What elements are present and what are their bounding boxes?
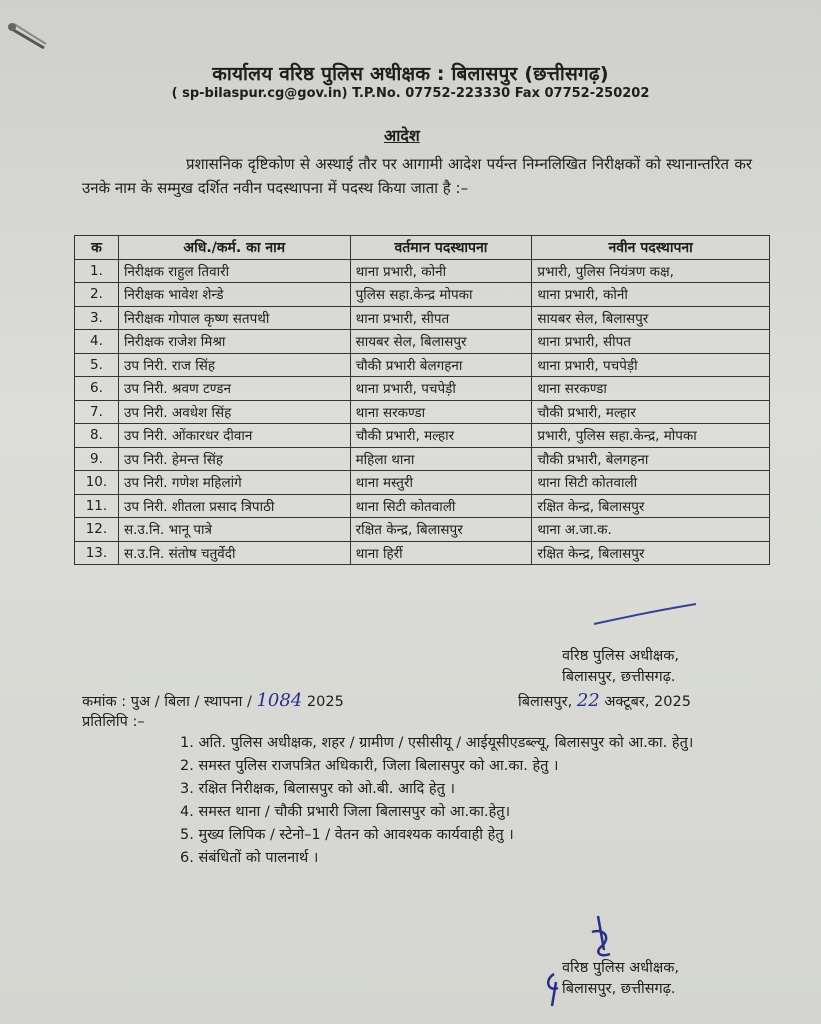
cell-serial: 7. [75,400,119,424]
table-row [75,471,770,495]
cell-new: थाना प्रभारी, कोनी [532,283,770,307]
col-header-current-posting: वर्तमान पदस्थापना [350,236,532,260]
cell-serial: 5. [75,353,119,377]
cell-current: रक्षित केन्द्र, बिलासपुर [350,518,532,542]
cell-new: चौकी प्रभारी, मल्हार [532,400,770,424]
transfer-table [74,235,770,565]
signatory-location: बिलासपुर, छत्तीसगढ़. [562,669,676,685]
cell-name: निरीक्षक भावेश शेन्डे [118,283,350,307]
cell-serial: 12. [75,518,119,542]
table-row [75,447,770,471]
cell-name: निरीक्षक राहुल तिवारी [118,259,350,283]
cell-current: चौकी प्रभारी बेलगहना [350,353,532,377]
cell-new: थाना सरकण्डा [532,377,770,401]
cell-current: महिला थाना [350,447,532,471]
cell-name: स.उ.नि. संतोष चतुर्वेदी [118,541,350,565]
cell-serial: 10. [75,471,119,495]
list-item: 1. अति. पुलिस अधीक्षक, शहर / ग्रामीण / एसीसीयू / आईयूसीएडब्ल्यू, बिलासपुर को आ.का. हेतु। [180,735,694,751]
cell-name: उप निरी. शीतला प्रसाद त्रिपाठी [118,494,350,518]
cell-new: रक्षित केन्द्र, बिलासपुर [532,541,770,565]
table-row [75,353,770,377]
office-title: कार्यालय वरिष्ठ पुलिस अधीक्षक : बिलासपुर (छत्तीसगढ़) [212,63,609,85]
date-place: बिलासपुर, [518,694,573,710]
signatory-location: बिलासपुर, छत्तीसगढ़. [562,981,676,997]
cell-name: उप निरी. ओंकारधर दीवान [118,424,350,448]
cell-name: निरीक्षक राजेश मिश्रा [118,330,350,354]
list-item: 5. मुख्य लिपिक / स्टेनो–1 / वेतन को आवश्यक कार्यवाही हेतु । [180,827,514,843]
cell-new: चौकी प्रभारी, बेलगहना [532,447,770,471]
table-row [75,330,770,354]
date-month-year: अक्टूबर, 2025 [604,694,691,710]
cell-new: सायबर सेल, बिलासपुर [532,306,770,330]
reference-handwritten-number: 1084 [256,690,303,711]
order-date [518,690,691,713]
cell-serial: 4. [75,330,119,354]
cell-name: उप निरी. श्रवण टण्डन [118,377,350,401]
cell-current: थाना सिटी कोतवाली [350,494,532,518]
cell-current: थाना मस्तुरी [350,471,532,495]
table-row [75,400,770,424]
cell-serial: 2. [75,283,119,307]
date-handwritten-day: 22 [576,690,600,711]
reference-number [82,690,344,713]
cell-name: स.उ.नि. भानू पात्रे [118,518,350,542]
col-header-name: अधि./कर्म. का नाम [118,236,350,260]
cell-new: प्रभारी, पुलिस नियंत्रण कक्ष, [532,259,770,283]
cell-current: थाना प्रभारी, पचपेड़ी [350,377,532,401]
cell-serial: 9. [75,447,119,471]
list-item: 6. संबंधितों को पालनार्थ । [180,850,319,866]
signatory-designation: वरिष्ठ पुलिस अधीक्षक, [562,648,680,664]
cell-new: थाना अ.जा.क. [532,518,770,542]
copies-list [180,732,760,870]
cell-new: थाना सिटी कोतवाली [532,471,770,495]
cell-name: उप निरी. अवधेश सिंह [118,400,350,424]
cell-name: उप निरी. हेमन्त सिंह [118,447,350,471]
table-row [75,518,770,542]
reference-year: 2025 [306,694,344,710]
cell-serial: 6. [75,377,119,401]
signatory-designation: वरिष्ठ पुलिस अधीक्षक, [562,960,680,976]
cell-serial: 8. [75,424,119,448]
cell-current: पुलिस सहा.केन्द्र मोपका [350,283,532,307]
table-row [75,377,770,401]
table-row [75,259,770,283]
table-row [75,283,770,307]
table-row [75,541,770,565]
order-intro: प्रशासनिक दृष्टिकोण से अस्थाई तौर पर आगामी आदेश पर्यन्त निम्नलिखित निरीक्षकों को स्थानान्तरित कर उनके नाम के सम्मुख दर्शित नवीन पदस्थापना में पदस्थ किया जाता है :– [82,155,752,197]
table-row [75,306,770,330]
copies-label: प्रतिलिपि :– [82,714,145,730]
cell-serial: 3. [75,306,119,330]
cell-name: निरीक्षक गोपाल कृष्ण सतपथी [118,306,350,330]
cell-name: उप निरी. राज सिंह [118,353,350,377]
reference-prefix: कमांक : पुअ / बिला / स्थापना / [82,694,252,710]
signature-block-1 [562,646,679,688]
cell-new: थाना प्रभारी, सीपत [532,330,770,354]
col-header-serial: क [75,236,119,260]
cell-current: थाना सरकण्डा [350,400,532,424]
table-row [75,424,770,448]
cell-serial: 1. [75,259,119,283]
cell-current: सायबर सेल, बिलासपुर [350,330,532,354]
cell-new: रक्षित केन्द्र, बिलासपुर [532,494,770,518]
table-header-row [75,236,770,260]
cell-current: थाना प्रभारी, कोनी [350,259,532,283]
signature-stroke [590,600,700,630]
cell-serial: 11. [75,494,119,518]
signature-block-2 [562,958,679,1000]
cell-current: थाना प्रभारी, सीपत [350,306,532,330]
staple-pin-icon [4,18,50,54]
cell-current: चौकी प्रभारी, मल्हार [350,424,532,448]
list-item: 4. समस्त थाना / चौकी प्रभारी जिला बिलासपुर को आ.का.हेतु। [180,804,511,820]
cell-new: प्रभारी, पुलिस सहा.केन्द्र, मोपका [532,424,770,448]
col-header-new-posting: नवीन पदस्थापना [532,236,770,260]
cell-current: थाना हिर्री [350,541,532,565]
cell-serial: 13. [75,541,119,565]
list-item: 3. रक्षित निरीक्षक, बिलासपुर को ओ.बी. आदि हेतु । [180,781,455,797]
order-heading: आदेश [384,126,420,145]
office-contact: ( sp-bilaspur.cg@gov.in) T.P.No. 07752-223330 Fax 07752-250202 [171,86,650,101]
table-row [75,494,770,518]
cell-new: थाना प्रभारी, पचपेड़ी [532,353,770,377]
cell-name: उप निरी. गणेश महिलांगे [118,471,350,495]
list-item: 2. समस्त पुलिस राजपत्रित अधिकारी, जिला बिलासपुर को आ.का. हेतु । [180,758,559,774]
